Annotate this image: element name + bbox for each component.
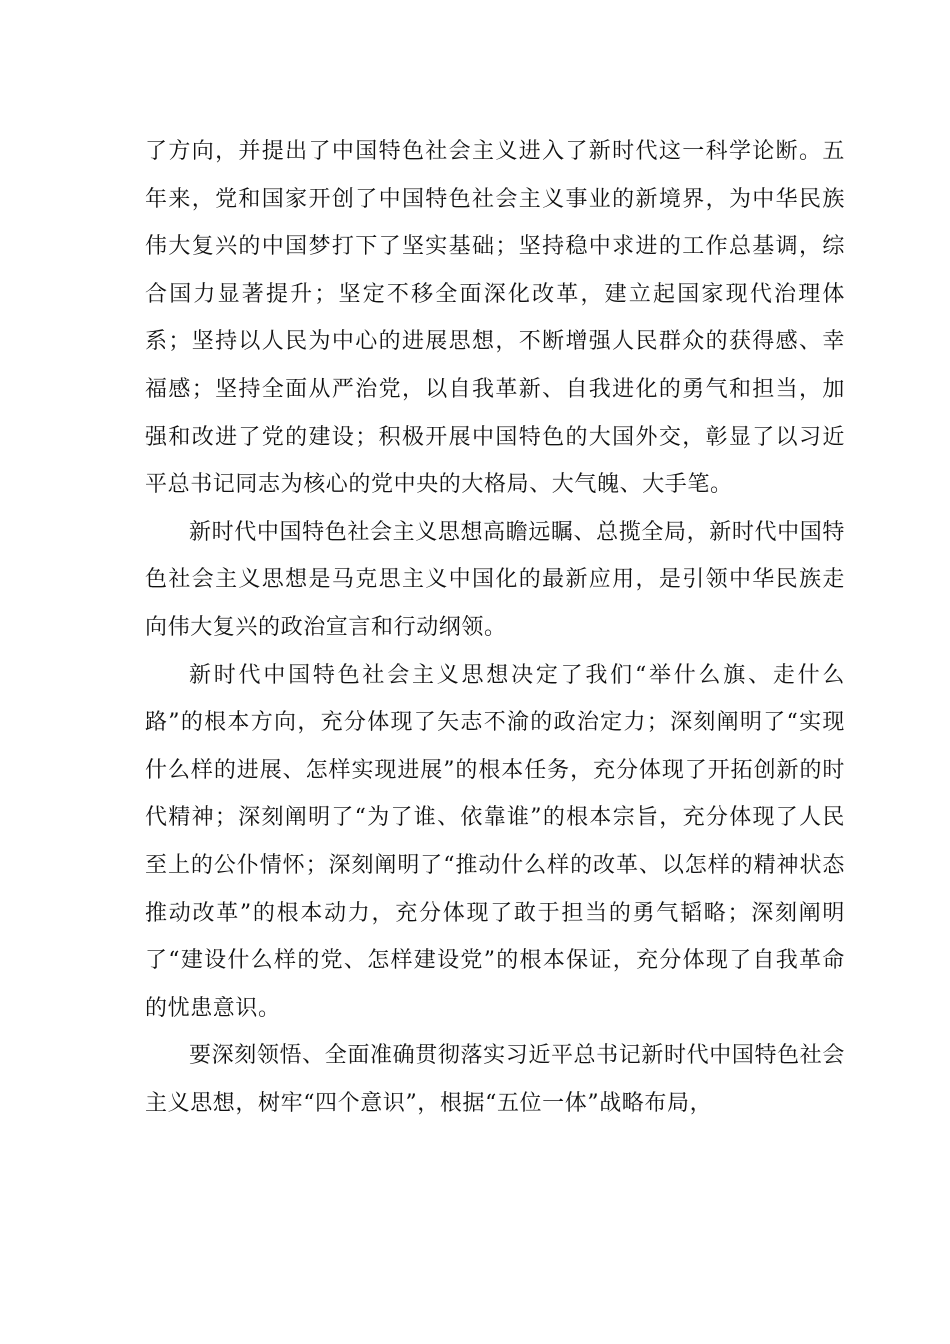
paragraph-3: 新时代中国特色社会主义思想决定了我们“举什么旗、走什么路”的根本方向，充分体现了矢志不渝的政治定力；深刻阐明了“实现什么样的进展、怎样实现进展”的根本任务，充分体现了开拓创新的时代精神；深刻阐明了“为了谁、依靠谁”的根本宗旨，充分体现了人民至上的公仆情怀；深刻阐明了“推动什么样的改革、以怎样的精神状态推动改革”的根本动力，充分体现了敢于担当的勇气韬略；深刻阐明了“建设什么样的党、怎样建设党”的根本保证，充分体现了自我革命的忧患意识。 bbox=[145, 662, 845, 1021]
paragraph-1: 了方向，并提出了中国特色社会主义进入了新时代这一科学论断。五年来，党和国家开创了中国特色社会主义事业的新境界，为中华民族伟大复兴的中国梦打下了坚实基础；坚持稳中求进的工作总基调，综合国力显著提升；坚定不移全面深化改革，建立起国家现代治理体系；坚持以人民为中心的进展思想，不断增强人民群众的获得感、幸福感；坚持全面从严治党，以自我革新、自我进化的勇气和担当，加强和改进了党的建设；积极开展中国特色的大国外交，彰显了以习近平总书记同志为核心的党中央的大格局、大气魄、大手笔。 bbox=[145, 139, 845, 498]
document-body bbox=[145, 128, 845, 1127]
paragraph-2: 新时代中国特色社会主义思想高瞻远瞩、总揽全局，新时代中国特色社会主义思想是马克思主义中国化的最新应用，是引领中华民族走向伟大复兴的政治宣言和行动纲领。 bbox=[145, 519, 845, 640]
paragraph-4: 要深刻领悟、全面准确贯彻落实习近平总书记新时代中国特色社会主义思想，树牢“四个意识”，根据“五位一体”战略布局， bbox=[145, 1043, 845, 1116]
